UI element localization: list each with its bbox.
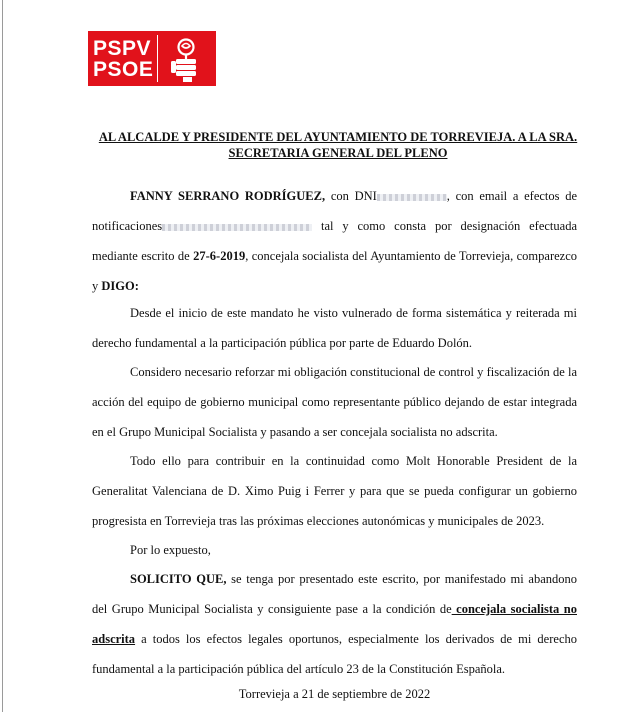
paragraph-request — [92, 564, 577, 684]
paragraph-identification — [92, 181, 577, 301]
text-request-2: a todos los efectos legales oportunos, especialmente los derivados de mi derecho fundamental a la participación pública del artículo 23 de la Constitución Española. — [92, 632, 577, 676]
applicant-name: FANNY SERRANO RODRÍGUEZ, — [130, 189, 326, 203]
no-adscrita-emphasis: concejala socialista no adscrita — [92, 602, 577, 646]
redacted-email — [162, 224, 312, 231]
addressee-heading: AL ALCALDE Y PRESIDENTE DEL AYUNTAMIENTO DE TORREVIEJA. A LA SRA. SECRETARIA GENERAL DEL PLENO — [98, 130, 578, 160]
text-comparezco: , concejala socialista del Ayuntamiento de Torrevieja, comparezco y — [92, 249, 577, 293]
text-request-1: se tenga por presentado este escrito, por manifestado mi abandono del Grupo Municipal Socialista y consiguiente pase a la condición de — [92, 572, 577, 616]
place-date-line: Torrevieja a 21 de septiembre de 2022 — [238, 687, 431, 701]
text-email: , con email a efectos de notificaciones — [92, 189, 577, 233]
digo-label: DIGO: — [101, 279, 139, 293]
paragraph-continuity: Todo ello para contribuir en la continuidad como Molt Honorable President de la Generalitat Valenciana de D. Ximo Puig i Ferrer y para que se pueda configurar un gobierno progresista en Torrevieja tras las próximas elecciones autonómicas y municipales de 2023. — [92, 454, 577, 528]
rose-fist-icon — [162, 35, 210, 83]
redacted-dni — [377, 194, 447, 201]
text-designation: tal y como consta por designación efectuada mediante escrito de — [92, 219, 577, 263]
paragraph-vulneration: Desde el inicio de este mandato he visto vulnerado de forma sistemática y reiterada mi derecho fundamental a la participación pública por parte de Eduardo Dolón. — [92, 306, 577, 350]
logo-divider — [157, 35, 158, 82]
logo-line-1: PSPV — [93, 36, 152, 60]
logo-text — [93, 38, 153, 80]
paragraph-control: Considero necesario reforzar mi obligación constitucional de control y fiscalización de la acción del equipo de gobierno municipal como representante público dejando de estar integrada en el Grupo Municipal Socialista y pasando a ser concejala socialista no adscrita. — [92, 365, 577, 439]
paragraph-expuesto: Por lo expuesto, — [130, 543, 211, 557]
designation-date: 27-6-2019 — [193, 249, 246, 263]
page-edge-line — [2, 0, 3, 712]
logo-line-2: PSOE — [93, 57, 154, 81]
pspv-psoe-logo — [88, 31, 216, 86]
text-dni: con DNI — [325, 189, 377, 203]
solicito-label: SOLICITO QUE, — [130, 572, 227, 586]
